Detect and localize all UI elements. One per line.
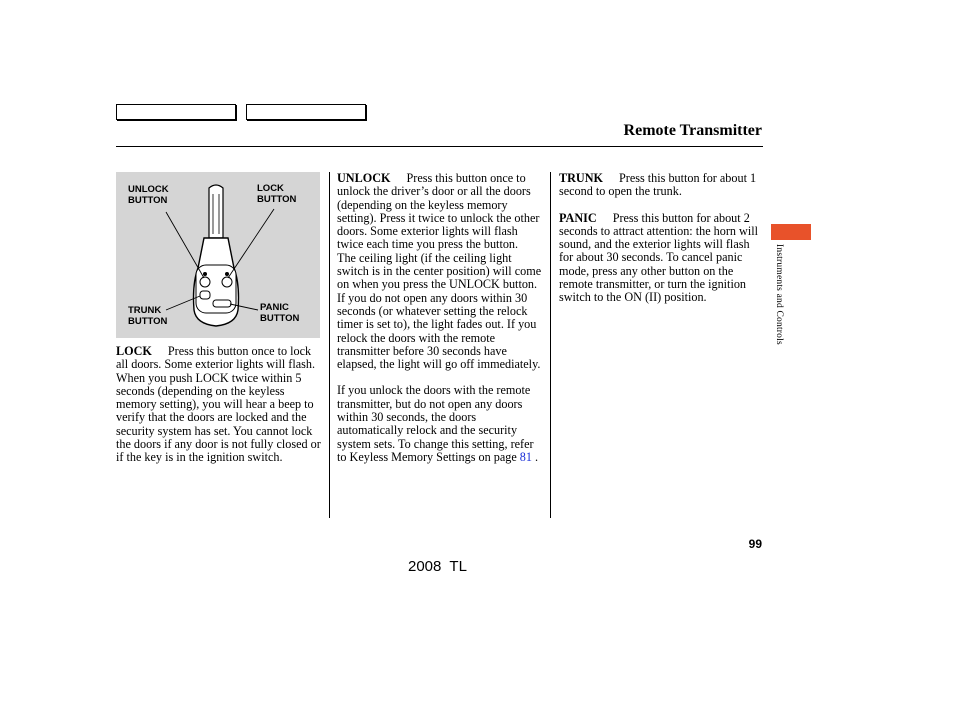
nav-tab-contents[interactable] — [116, 104, 236, 120]
section-sidebar-label: Instruments and Controls — [774, 244, 784, 345]
unlock-button-label: UNLOCK BUTTON — [128, 184, 169, 206]
trunk-button-label: TRUNK BUTTON — [128, 305, 168, 327]
relock-text: If you unlock the doors with the remote transmitter, but do not open any doors within 30 seconds, the doors automatically relock and the security system sets. To change this setting, refer to Keyless Memory Settings on page — [337, 383, 534, 464]
header-rule — [116, 146, 763, 147]
relock-text-end: . — [535, 449, 539, 464]
section-tab-marker — [771, 224, 811, 240]
panic-button-label: PANIC BUTTON — [260, 302, 300, 324]
unlock-term: UNLOCK — [337, 171, 391, 185]
page-reference-link[interactable]: 81 — [519, 449, 532, 464]
column-divider — [550, 172, 551, 518]
trunk-text: Press this button for about 1 second to open the trunk. — [559, 171, 757, 199]
model-footer: 2008 TL — [408, 558, 467, 575]
unlock-text: Press this button once to unlock the driver’s door or all the doors (depending on the keyless memory setting). Press it twice to unlock the other doors. Some exterior lights will flash twice each time you press the button. — [337, 171, 540, 252]
panic-term: PANIC — [559, 210, 597, 225]
unlock-description — [337, 172, 542, 464]
lock-text: Press this button once to lock all doors. Some exterior lights will flash. When you push LOCK twice within 5 seconds (depending on the keyless memory setting), you will hear a beep to verify that the doors are locked and the security system has set. You cannot lock the doors if any door is not fully closed or if the key is in the ignition switch. — [116, 344, 321, 465]
section-title: Remote Transmitter — [623, 122, 762, 139]
lock-term: LOCK — [116, 344, 152, 358]
lock-description — [116, 345, 321, 465]
panic-text: Press this button for about 2 seconds to attract attention: the horn will sound, and the exterior lights will flash for about 30 seconds. To cancel panic mode, press any other button on the remote transmitter, or turn the ignition switch to the ON (II) position. — [559, 210, 759, 305]
trunk-term: TRUNK — [559, 171, 604, 185]
page-number: 99 — [748, 537, 762, 551]
remote-transmitter-figure — [116, 172, 320, 338]
column-divider — [329, 172, 330, 518]
lock-button-label: LOCK BUTTON — [257, 183, 297, 205]
nav-tab-index[interactable] — [246, 104, 366, 120]
trunk-panic-description — [559, 172, 764, 305]
ceiling-light-text: The ceiling light (if the ceiling light switch is in the center position) will come on when you press the UNLOCK button. If you do not open any doors within 30 seconds (or whatever setting the relock timer is set to), the light fades out. If you relock the doors with the remote transmitter before 30 seconds have elapsed, the light will go off immediately. — [337, 250, 542, 372]
